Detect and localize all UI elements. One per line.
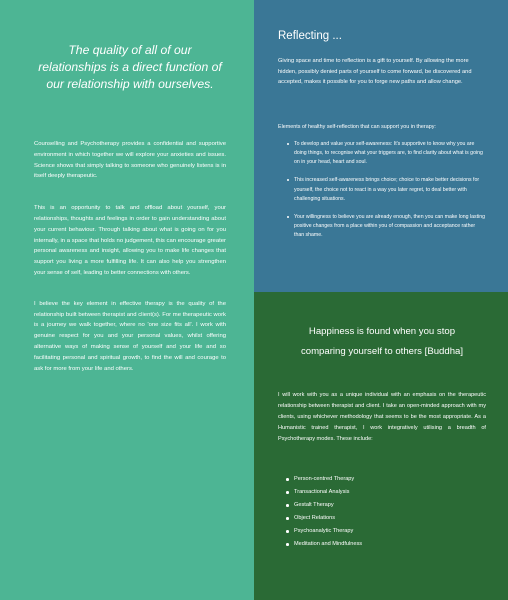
approach-paragraph: I will work with you as a unique individual with an emphasis on the therapeutic relationship between therapist and client. I take an open-minded approach with my clients, using whichever methodology that seems to be the most appropriate. As a Humanistic trained therapist, I work integratively utilising a breadth of Psychotherapy modes. These include: (278, 392, 486, 442)
happiness-title: Happiness is found when you stop comparing yourself to others [Buddha] (300, 326, 464, 357)
list-item: Transactional Analysis (286, 486, 486, 499)
list-item: Person-centred Therapy (286, 473, 486, 486)
list-item: Meditation and Mindfulness (286, 538, 486, 551)
list-item: Gestalt Therapy (286, 499, 486, 512)
counselling-paragraph: Counselling and Psychotherapy provides a confidential and supportive environment in which together we will explore your anxieties and issues. Science shows that simply talking to someone who genuinely listens is in itself deeply therapeutic. (34, 141, 226, 180)
relationship-paragraph: I believe the key element in effective therapy is the quality of the relationship built between therapist and client(s). For me therapeutic work is a journey we walk together, where no 'one size fits all'. I work with genuine respect for you and your personal values, whilst offering alternative ways of making sense of yourself and your life and so facilitating personal and spiritual growth, to find the will and courage to ask for more from your life and others. (34, 300, 226, 372)
reflecting-panel (254, 0, 508, 292)
list-item: This increased self-awareness brings choice; choice to make better decisions for yourself, the choice not to react in a way you later regret, to deal better with challenging situations. (287, 176, 486, 204)
happiness-panel (254, 292, 508, 600)
list-item: Object Relations (286, 512, 486, 525)
intro-quote: The quality of all of our relationships is a direct function of our relationship with ourselves. (38, 43, 222, 91)
list-item: To develop and value your self-awareness: It's supportive to know why you are doing things, to recognise what your triggers are, to find clarity about what is going on in your head, heart and soul. (287, 140, 486, 168)
reflecting-list (278, 140, 486, 241)
therapy-modes-list (278, 473, 486, 551)
reflecting-intro: Giving space and time to reflection is a gift to yourself. By allowing the more hidden, possibly denied parts of yourself to come forward, be discovered and accepted, makes it possible for you to forge new paths and allow change. (278, 58, 472, 86)
reflecting-title: Reflecting ... (278, 30, 342, 42)
reflecting-lead: Elements of healthy self-reflection that can support you in therapy: (278, 123, 436, 130)
opportunity-paragraph: This is an opportunity to talk and offload about yourself, your relationships, thoughts and feelings in order to gain understanding about your current behaviour. Through talking about what is going on for you internally, in a space that holds no judgement, this can encourage greater personal awareness and insight, allowing you to make life changes that support you living a more fulfilling life. It can also help you strengthen your sense of self, leading to better connections with others. (34, 205, 226, 276)
list-item: Your willingness to believe you are already enough, then you can make long lasting positive changes from a place within you of compassion and acceptance rather than shame. (287, 213, 486, 241)
list-item: Psychoanalytic Therapy (286, 525, 486, 538)
